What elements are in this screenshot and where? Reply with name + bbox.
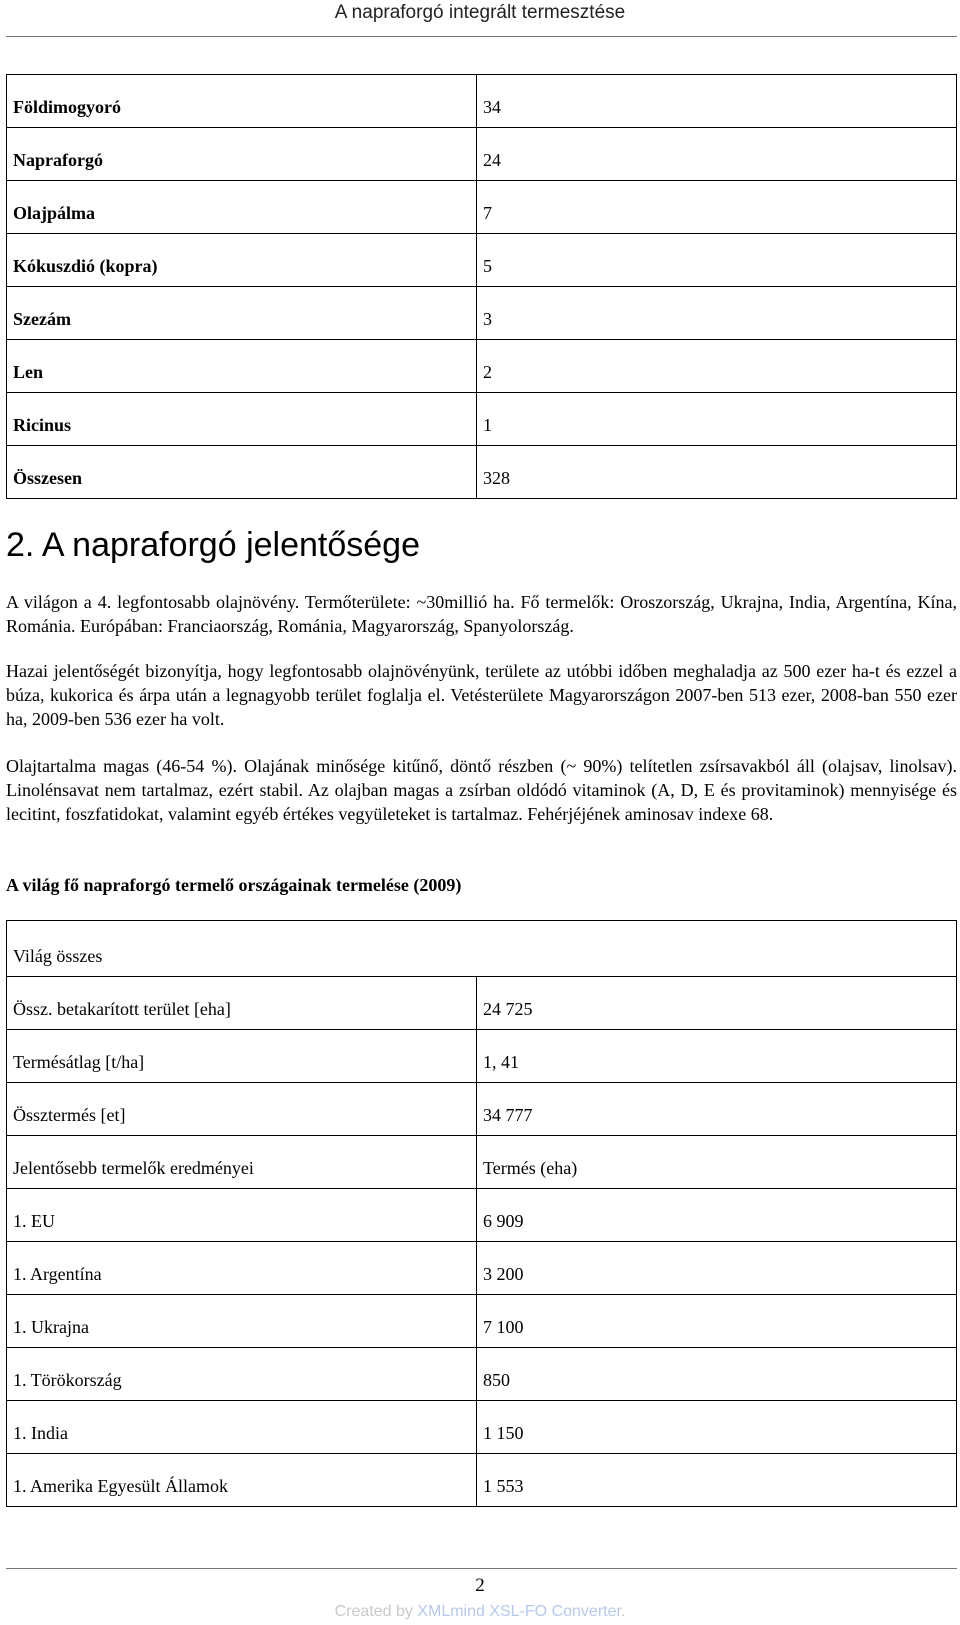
table-title-cell: Világ összes: [7, 921, 957, 977]
table-row: [7, 1242, 957, 1295]
row-label: 1. Ukrajna: [7, 1295, 477, 1348]
table-row: [7, 1348, 957, 1401]
page-number: 2: [475, 1575, 485, 1596]
crop-name: Kókuszdió (kopra): [7, 234, 477, 287]
table-row: [7, 1083, 957, 1136]
crop-value: 2: [477, 340, 957, 393]
crop-value: 24: [477, 128, 957, 181]
crop-value: 34: [477, 75, 957, 128]
table-row: [7, 340, 957, 393]
row-value: 1, 41: [477, 1030, 957, 1083]
row-label: Össztermés [et]: [7, 1083, 477, 1136]
row-value: 850: [477, 1348, 957, 1401]
row-value: 1 553: [477, 1454, 957, 1507]
table-row: [7, 1401, 957, 1454]
section-heading: 2. A napraforgó jelentősége: [6, 526, 420, 564]
crop-name: Földimogyoró: [7, 75, 477, 128]
row-value: 6 909: [477, 1189, 957, 1242]
table-row: [7, 1030, 957, 1083]
table-row: [7, 1189, 957, 1242]
row-label: 1. India: [7, 1401, 477, 1454]
row-label: Össz. betakarított terület [eha]: [7, 977, 477, 1030]
oil-crops-table: [6, 74, 957, 499]
crop-name: Szezám: [7, 287, 477, 340]
table-row: [7, 446, 957, 499]
credit-prefix: Created by: [334, 1603, 418, 1620]
credit-brand-link[interactable]: XMLmind XSL-FO Converter: [417, 1603, 621, 1620]
table-row: [7, 393, 957, 446]
table-row: [7, 234, 957, 287]
table-row: [7, 287, 957, 340]
row-value: 34 777: [477, 1083, 957, 1136]
row-value: 24 725: [477, 977, 957, 1030]
crop-value: 3: [477, 287, 957, 340]
row-label: Termésátlag [t/ha]: [7, 1030, 477, 1083]
table-caption: A világ fő napraforgó termelő országainak termelése (2009): [6, 875, 462, 895]
production-table: [6, 920, 957, 1507]
table-row: [7, 181, 957, 234]
paragraph: A világon a 4. legfontosabb olajnövény. Termőterülete: ~30millió ha. Fő termelők: Oroszország, Ukrajna, India, Argentína, Kína, Románia. Európában: Franciaország, Románia, Magyarország, Spanyolország.: [6, 592, 957, 636]
crop-value: 1: [477, 393, 957, 446]
crop-name: Összesen: [7, 446, 477, 499]
converter-credit: [0, 1601, 960, 1623]
running-header: A napraforgó integrált termesztése: [334, 2, 626, 23]
row-label: 1. Argentína: [7, 1242, 477, 1295]
row-label: 1. EU: [7, 1189, 477, 1242]
row-label: 1. Törökország: [7, 1348, 477, 1401]
footer-divider: [6, 1568, 957, 1569]
table-row: [7, 75, 957, 128]
table-row: [7, 1295, 957, 1348]
row-label: Jelentősebb termelők eredményei: [7, 1136, 477, 1189]
row-label: 1. Amerika Egyesült Államok: [7, 1454, 477, 1507]
crop-name: Napraforgó: [7, 128, 477, 181]
table-row: [7, 921, 957, 977]
paragraph: Hazai jelentőségét bizonyítja, hogy legfontosabb olajnövényünk, területe az utóbbi időben meghaladja az 500 ezer ha-t és ezzel a búza, kukorica és árpa után a legnagyobb terület foglalja el. Vetésterülete Magyarországon 2007-ben 513 ezer, 2008-ban 550 ezer ha, 2009-ben 536 ezer ha volt.: [6, 661, 957, 729]
credit-suffix: .: [620, 1603, 626, 1620]
crop-value: 328: [477, 446, 957, 499]
crop-name: Ricinus: [7, 393, 477, 446]
table-row: [7, 128, 957, 181]
crop-value: 7: [477, 181, 957, 234]
row-value: 3 200: [477, 1242, 957, 1295]
crop-name: Olajpálma: [7, 181, 477, 234]
table-row: [7, 1454, 957, 1507]
table-row: [7, 977, 957, 1030]
row-value: 1 150: [477, 1401, 957, 1454]
row-value: Termés (eha): [477, 1136, 957, 1189]
crop-name: Len: [7, 340, 477, 393]
paragraph: Olajtartalma magas (46-54 %). Olajának minősége kitűnő, döntő részben (~ 90%) telítetlen zsírsavakból áll (olajsav, linolsav). Linolénsavat nem tartalmaz, ezért stabil. Az olajban magas a zsírban oldódó vitaminok (A, D, E és provitaminok) mennyisége és lecitint, foszfatidokat, valamint egyéb értékes vegyületeket is tartalmaz. Fehérjéjének aminosav indexe 68.: [6, 756, 957, 824]
header-divider: [6, 36, 957, 37]
row-value: 7 100: [477, 1295, 957, 1348]
table-row: [7, 1136, 957, 1189]
crop-value: 5: [477, 234, 957, 287]
